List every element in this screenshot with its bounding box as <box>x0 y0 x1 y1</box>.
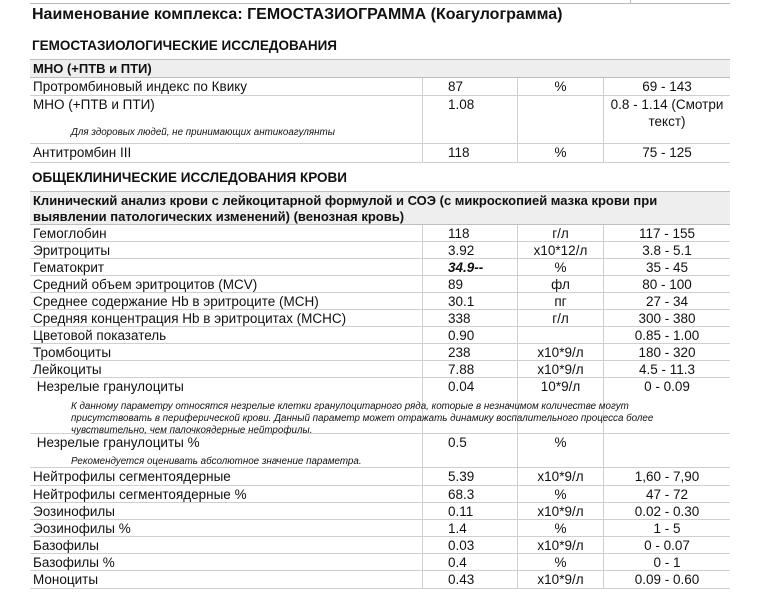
row-reference: 4.5 - 11.3 <box>603 361 730 377</box>
row-reference: 0 - 1 <box>603 554 730 570</box>
row-name: Гемоглобин <box>33 226 107 241</box>
table-row <box>30 468 730 486</box>
row-reference: 180 - 320 <box>603 344 730 360</box>
row-value: 118 <box>422 144 517 162</box>
row-reference: 1,60 - 7,90 <box>603 468 730 485</box>
row-name: Гематокрит <box>33 260 105 275</box>
row-unit: пг <box>517 293 603 309</box>
row-unit: % <box>517 144 603 162</box>
row-reference: 300 - 380 <box>603 310 730 326</box>
table-row <box>30 554 730 571</box>
row-reference: 0.85 - 1.00 <box>603 327 730 343</box>
row-unit: x10*9/л <box>517 468 603 485</box>
row-unit <box>517 327 603 343</box>
group-head-line: выявлении патологических изменений) (венозная кровь) <box>33 209 405 224</box>
row-reference: 0.09 - 0.60 <box>603 571 730 588</box>
row-value: 0.5 <box>422 434 517 467</box>
row-reference: 0 - 0.07 <box>603 537 730 553</box>
row-value: 5.39 <box>422 468 517 485</box>
table-row <box>30 259 730 276</box>
row-reference-line: 0.8 - 1.14 (Смотри <box>610 97 724 112</box>
row-value: 89 <box>422 276 517 292</box>
row-value: 0.43 <box>422 571 517 588</box>
row-name: Нейтрофилы сегментоядерные <box>33 469 231 484</box>
row-unit: % <box>517 486 603 502</box>
row-reference: 69 - 143 <box>603 78 730 95</box>
row-unit: x10*9/л <box>517 344 603 360</box>
table-row <box>30 293 730 310</box>
row-unit: x10*9/л <box>517 503 603 519</box>
row-value: 68.3 <box>422 486 517 502</box>
row-name: Средняя концентрация Hb в эритроцитах (MCHC) <box>33 311 347 326</box>
row-unit <box>517 96 603 143</box>
row-name: Базофилы <box>33 538 99 553</box>
row-value: 0.04 <box>422 378 517 433</box>
group-head-line: Клинический анализ крови с лейкоцитарной формулой и СОЭ (с микроскопией мазка крови при <box>33 193 658 208</box>
row-value: 3.92 <box>422 242 517 258</box>
row-name: Тромбоциты <box>33 345 112 360</box>
table-row <box>30 486 730 503</box>
row-reference: 117 - 155 <box>603 225 730 241</box>
section-title-blood: ОБЩЕКЛИНИЧЕСКИЕ ИССЛЕДОВАНИЯ КРОВИ <box>32 170 347 185</box>
immature-note-line: чувствительно, чем палочкоядерные нейтрофилы. <box>71 425 313 436</box>
top-cell-divider <box>630 0 729 3</box>
row-unit: x10*9/л <box>517 361 603 377</box>
table-row <box>30 327 730 344</box>
row-reference: 47 - 72 <box>603 486 730 502</box>
row-value: 0.03 <box>422 537 517 553</box>
row-reference: 0.02 - 0.30 <box>603 503 730 519</box>
row-unit: % <box>517 434 603 467</box>
row-reference: 0 - 0.09 <box>603 378 730 433</box>
table-row <box>30 344 730 361</box>
row-value: 1.4 <box>422 520 517 536</box>
row-name: Эозинофилы <box>33 504 115 519</box>
row-reference-line: текст) <box>648 114 686 129</box>
group-head-mno: МНО (+ПТВ и ПТИ) <box>30 59 730 78</box>
row-unit: % <box>517 520 603 536</box>
table-row <box>30 520 730 537</box>
group-head-cbc <box>30 191 730 225</box>
row-name: Антитромбин III <box>33 145 132 160</box>
row-name: Лейкоциты <box>33 362 102 377</box>
row-reference <box>603 434 730 467</box>
lab-report-page <box>30 0 730 607</box>
row-name: Незрелые гранулоциты % <box>33 435 200 450</box>
table-row <box>30 144 730 163</box>
row-unit: % <box>517 259 603 275</box>
row-name: Средний объем эритроцитов (MCV) <box>33 277 258 292</box>
row-unit: 10*9/л <box>517 378 603 433</box>
row-value: 0.90 <box>422 327 517 343</box>
row-unit: % <box>517 78 603 95</box>
row-unit: % <box>517 554 603 570</box>
table-row <box>30 503 730 520</box>
row-reference: 80 - 100 <box>603 276 730 292</box>
row-value: 1.08 <box>422 96 517 143</box>
immature-note-line: К данному параметру относятся незрелые клетки гранулоцитарного ряда, которые в незначимом количестве могут <box>71 401 629 412</box>
table-row <box>30 225 730 242</box>
row-name: Протромбиновый индекс по Квику <box>33 79 248 94</box>
row-value: 87 <box>422 78 517 95</box>
complex-title: Наименование комплекса: ГЕМОСТАЗИОГРАММА (Коагулограмма) <box>32 6 563 23</box>
top-rule <box>30 3 730 4</box>
table-row <box>30 242 730 259</box>
row-name: МНО (+ПТВ и ПТИ) <box>33 97 155 112</box>
row-value: 338 <box>422 310 517 326</box>
row-reference: 1 - 5 <box>603 520 730 536</box>
row-value: 30.1 <box>422 293 517 309</box>
row-value: 34.9-- <box>422 259 517 275</box>
immature-note-line: присутствовать в периферической крови. Данный параметр может отражать динамику воспалительного процесса более <box>71 413 654 424</box>
table-row <box>30 537 730 554</box>
row-reference: 75 - 125 <box>603 144 730 162</box>
row-reference: 27 - 34 <box>603 293 730 309</box>
row-name: Эритроциты <box>33 243 111 258</box>
row-name: Эозинофилы % <box>33 521 131 536</box>
row-unit: фл <box>517 276 603 292</box>
row-unit: г/л <box>517 310 603 326</box>
row-value: 0.4 <box>422 554 517 570</box>
row-unit: x10*9/л <box>517 571 603 588</box>
table-row <box>30 78 730 96</box>
table-row <box>30 276 730 293</box>
row-name: Нейтрофилы сегментоядерные % <box>33 487 247 502</box>
row-reference: 35 - 45 <box>603 259 730 275</box>
table-row <box>30 571 730 589</box>
table-row <box>30 310 730 327</box>
row-name: Незрелые гранулоциты <box>33 379 184 394</box>
row-value: 118 <box>422 225 517 241</box>
row-reference <box>603 96 730 143</box>
section-title-hemostasis: ГЕМОСТАЗИОЛОГИЧЕСКИЕ ИССЛЕДОВАНИЯ <box>32 38 337 53</box>
immature-note <box>71 401 653 437</box>
row-value: 0.11 <box>422 503 517 519</box>
row-unit: г/л <box>517 225 603 241</box>
row-value: 238 <box>422 344 517 360</box>
row-name: Базофилы % <box>33 555 115 570</box>
immature-pct-note: Рекомендуется оценивать абсолютное значение параметра. <box>71 456 362 467</box>
row-name: Цветовой показатель <box>33 328 167 343</box>
row-value: 7.88 <box>422 361 517 377</box>
row-name: Моноциты <box>33 572 99 587</box>
row-name: Среднее содержание Hb в эритроците (MCH) <box>33 294 319 309</box>
mno-note: Для здоровых людей, не принимающих антикоагулянты <box>71 127 335 138</box>
table-row <box>30 361 730 378</box>
row-reference: 3.8 - 5.1 <box>603 242 730 258</box>
row-unit: x10*12/л <box>517 242 603 258</box>
row-unit: x10*9/л <box>517 537 603 553</box>
